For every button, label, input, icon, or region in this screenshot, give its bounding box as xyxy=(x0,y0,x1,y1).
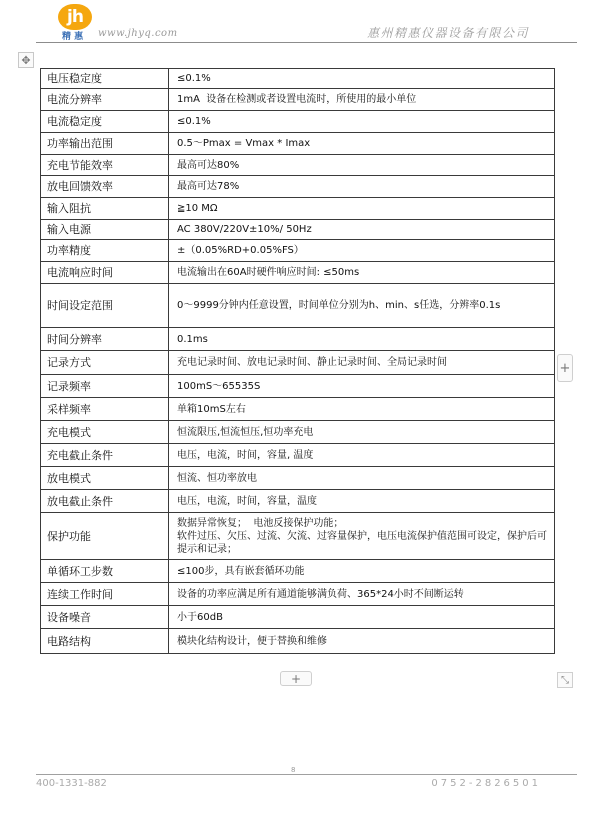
page-number: 8 xyxy=(291,766,296,774)
row-value: 0.5～Pmax = Vmax * Imax xyxy=(169,133,555,155)
add-row-plus-icon[interactable]: + xyxy=(280,671,312,686)
table-row xyxy=(41,198,555,220)
logo-text: jh xyxy=(67,7,83,27)
row-value: 充电记录时间、放电记录时间、静止记录时间、全局记录时间 xyxy=(169,351,555,375)
row-value: 1mA 设备在检测或者设置电流时，所使用的最小单位 xyxy=(169,89,555,111)
row-label: 功率输出范围 xyxy=(41,133,169,155)
table-row xyxy=(41,69,555,89)
row-value: 0.1ms xyxy=(169,328,555,351)
table-row xyxy=(41,328,555,351)
row-label: 放电回馈效率 xyxy=(41,176,169,198)
row-label: 时间设定范围 xyxy=(41,284,169,328)
footer-phone-right: 0752-2826501 xyxy=(431,778,541,789)
row-value: 最高可达80% xyxy=(169,155,555,176)
spec-table xyxy=(40,68,555,654)
row-label: 功率精度 xyxy=(41,240,169,262)
table-row xyxy=(41,398,555,421)
row-value: ≤0.1% xyxy=(169,69,555,89)
table-row xyxy=(41,284,555,328)
table-row xyxy=(41,606,555,629)
row-value: 电压，电流，时间，容量, 温度 xyxy=(169,444,555,467)
row-label: 输入电源 xyxy=(41,220,169,240)
row-value: 数据异常恢复； 电池反接保护功能； 软件过压、欠压、过流、欠流、过容量保护，电压电流保护值范围可设定，保护后可提示和记录； xyxy=(169,513,555,560)
row-label: 保护功能 xyxy=(41,513,169,560)
row-label: 电流响应时间 xyxy=(41,262,169,284)
row-label: 单循环工步数 xyxy=(41,560,169,583)
table-row xyxy=(41,240,555,262)
spec-table-body xyxy=(41,69,555,654)
website-url: www.jhyq.com xyxy=(98,28,178,39)
row-value: 恒流限压,恒流恒压,恒功率充电 xyxy=(169,421,555,444)
table-row xyxy=(41,351,555,375)
table-row xyxy=(41,89,555,111)
row-label: 电路结构 xyxy=(41,629,169,654)
row-value: 恒流、恒功率放电 xyxy=(169,467,555,490)
table-row xyxy=(41,513,555,560)
logo-cn-text: 精 惠 xyxy=(62,32,84,42)
table-row xyxy=(41,111,555,133)
table-row xyxy=(41,375,555,398)
row-value: 小于60dB xyxy=(169,606,555,629)
table-row xyxy=(41,490,555,513)
row-label: 采样频率 xyxy=(41,398,169,421)
table-row xyxy=(41,421,555,444)
row-label: 电流分辨率 xyxy=(41,89,169,111)
row-value: 最高可达78% xyxy=(169,176,555,198)
table-row xyxy=(41,444,555,467)
row-label: 充电节能效率 xyxy=(41,155,169,176)
row-value: 模块化结构设计，便于替换和维修 xyxy=(169,629,555,654)
company-name: 惠州精惠仪器设备有限公司 xyxy=(366,26,529,40)
table-row xyxy=(41,176,555,198)
row-label: 记录频率 xyxy=(41,375,169,398)
resize-icon[interactable]: ⤡ xyxy=(557,672,573,688)
row-label: 记录方式 xyxy=(41,351,169,375)
row-value: 电压，电流，时间，容量，温度 xyxy=(169,490,555,513)
row-label: 电压稳定度 xyxy=(41,69,169,89)
row-label: 输入阻抗 xyxy=(41,198,169,220)
footer-phone-left: 400-1331-882 xyxy=(36,778,107,789)
row-value: 100mS～65535S xyxy=(169,375,555,398)
table-row xyxy=(41,560,555,583)
company-logo xyxy=(58,4,92,30)
row-value: ±（0.05%RD+0.05%FS） xyxy=(169,240,555,262)
row-value: ≤100步，具有嵌套循环功能 xyxy=(169,560,555,583)
table-row xyxy=(41,155,555,176)
row-value: 设备的功率应满足所有通道能够满负荷、365*24小时不间断运转 xyxy=(169,583,555,606)
page-header xyxy=(0,0,593,48)
header-divider xyxy=(36,42,577,43)
row-value: ≧10 MΩ xyxy=(169,198,555,220)
row-value: 0～9999分钟内任意设置，时间单位分别为h、min、s任选，分辨率0.1s xyxy=(169,284,555,328)
row-value: 单箱10mS左右 xyxy=(169,398,555,421)
table-row xyxy=(41,133,555,155)
table-row xyxy=(41,583,555,606)
row-label: 放电模式 xyxy=(41,467,169,490)
row-label: 充电模式 xyxy=(41,421,169,444)
row-label: 充电截止条件 xyxy=(41,444,169,467)
row-label: 时间分辨率 xyxy=(41,328,169,351)
row-label: 电流稳定度 xyxy=(41,111,169,133)
row-label: 放电截止条件 xyxy=(41,490,169,513)
row-value: AC 380V/220V±10%/ 50Hz xyxy=(169,220,555,240)
row-value: 电流输出在60A时硬件响应时间: ≤50ms xyxy=(169,262,555,284)
table-row xyxy=(41,262,555,284)
row-value: ≤0.1% xyxy=(169,111,555,133)
row-label: 设备噪音 xyxy=(41,606,169,629)
table-row xyxy=(41,467,555,490)
table-row xyxy=(41,220,555,240)
footer-divider xyxy=(36,774,577,775)
table-row xyxy=(41,629,555,654)
move-icon[interactable]: ✥ xyxy=(18,52,34,68)
row-label: 连续工作时间 xyxy=(41,583,169,606)
add-column-plus-icon[interactable]: + xyxy=(557,354,573,382)
